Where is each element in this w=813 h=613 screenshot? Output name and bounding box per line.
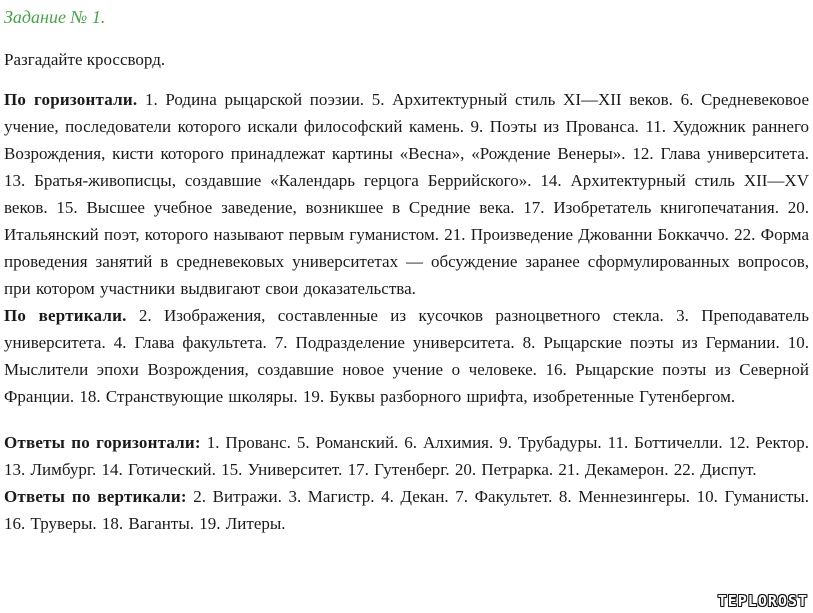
vertical-answers-text: 2. Витражи. 3. Магистр. 4. Декан. 7. Факультет. 8. Меннезингеры. 10. Гуманисты. 16. Труверы. 18. Ваганты. 19. Литеры. <box>4 487 809 533</box>
horizontal-clues-heading: По горизонтали. <box>4 90 138 109</box>
horizontal-clues-text: 1. Родина рыцарской поэзии. 5. Архитектурный стиль XI—XII веков. 6. Средневековое учение, последователи которого искали философский камень. 9. Поэты из Прованса. 11. Художник раннего Возрождения, кисти которого принадлежат картины «Весна», «Рождение Венеры». 12. Глава университета. 13. Братья-живописцы, создавшие «Календарь герцога Беррийского». 14. Архитектурный стиль XII—XV веков. 15. Высшее учебное заведение, возникшее в Средние века. 17. Изобретатель книгопечатания. 20. Итальянский поэт, которого называют первым гуманистом. 21. Произведение Джованни Боккаччо. 22. Форма проведения занятий в средневековых университетах — обсуждение заранее сформулированных вопросов, при котором участники выдвигают свои доказательства. <box>4 90 810 298</box>
vertical-clues-heading: По вертикали. <box>4 306 127 325</box>
vertical-clues-text: 2. Изображения, составленные из кусочков разноцветного стекла. 3. Преподаватель университета. 4. Глава факультета. 7. Подразделение университета. 8. Рыцарские поэты из Германии. 10. Мыслители эпохи Возрождения, создавшие новое учение о человеке. 16. Рыцарские поэты из Северной Франции. 18. Странствующие школяры. 19. Буквы разборного шрифта, изобретенные Гутенбергом. <box>4 306 809 406</box>
task-title: Задание № 1. <box>4 7 106 27</box>
vertical-answers-heading: Ответы по вертикали: <box>4 487 187 506</box>
paragraph-horizontal-answers <box>4 429 809 483</box>
horizontal-answers-heading: Ответы по горизонтали: <box>4 433 201 452</box>
teplorost-watermark: TEPLOROST <box>717 592 808 610</box>
paragraph-vertical-answers <box>4 483 809 537</box>
horizontal-answers-text: 1. Прованс. 5. Романский. 6. Алхимия. 9. Трубадуры. 11. Боттичелли. 12. Ректор. 13. Лимбург. 14. Готический. 15. Университет. 17. Гутенберг. 20. Петрарка. 21. Декамерон. 22. Диспут. <box>4 433 809 479</box>
paragraph-horizontal-clues <box>4 86 809 302</box>
task-instruction: Разгадайте кроссворд. <box>4 50 166 69</box>
paragraph-vertical-clues <box>4 302 809 410</box>
